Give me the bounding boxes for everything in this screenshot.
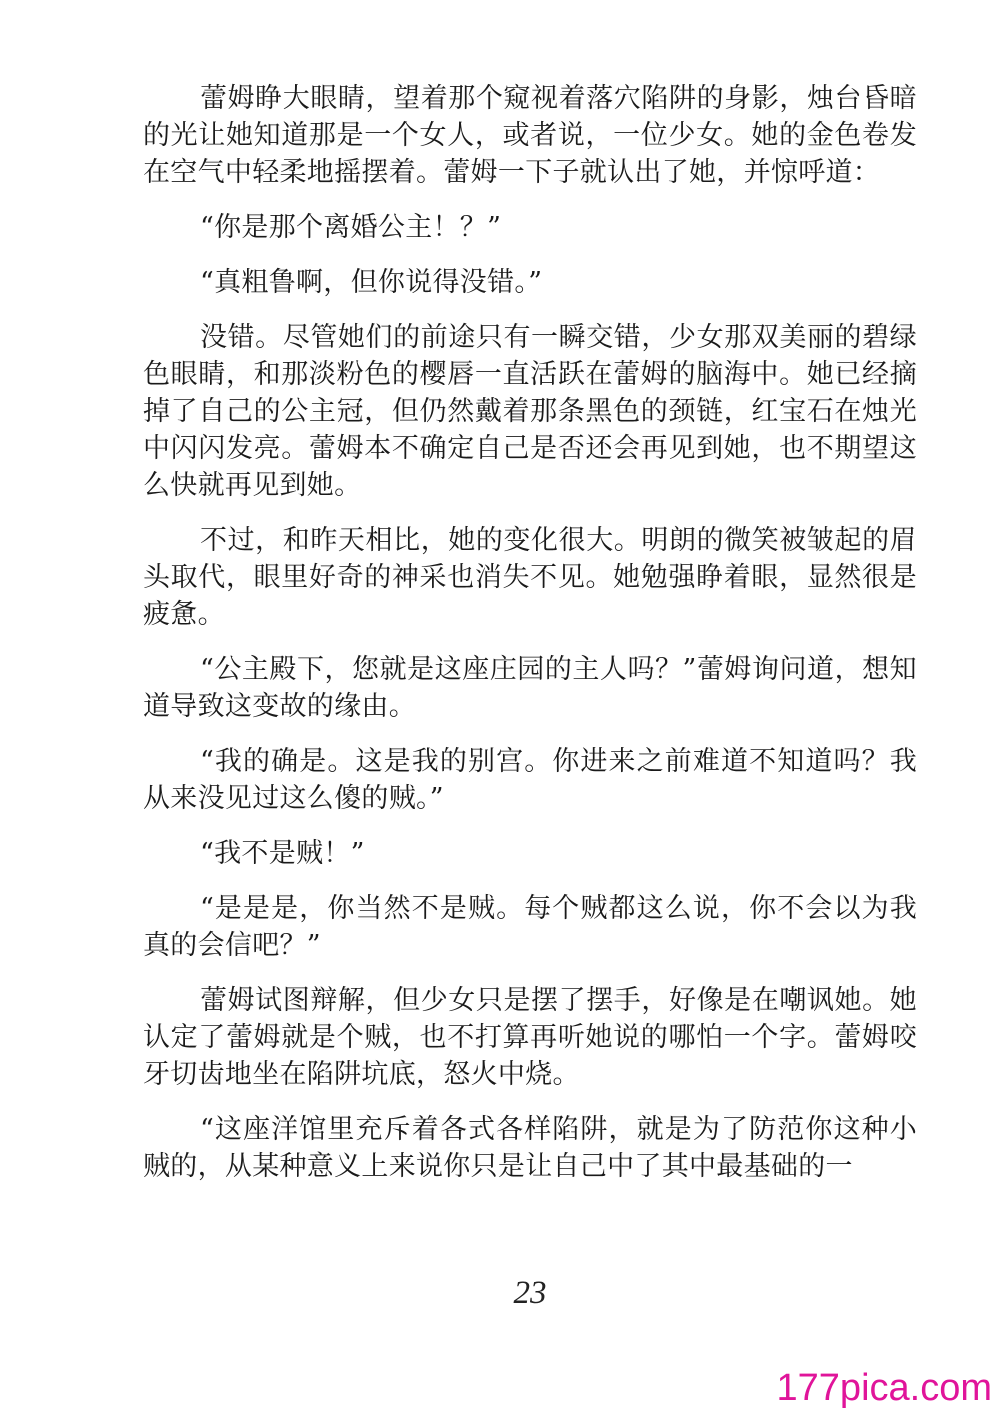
body-text	[143, 80, 917, 1203]
paragraph-3: “真粗鲁啊，但你说得没错。”	[200, 267, 543, 298]
paragraph-10: 蕾姆试图辩解，但少女只是摆了摆手，好像是在嘲讽她。她认定了蕾姆就是个贼，也不打算再听她说的哪怕一个字。蕾姆咬牙切齿地坐在陷阱坑底，怒火中烧。	[143, 985, 917, 1090]
paragraph-2: “你是那个离婚公主！？”	[200, 212, 502, 243]
paragraph-8: “我不是贼！”	[200, 838, 365, 869]
paragraph-1: 蕾姆睁大眼睛，望着那个窥视着落穴陷阱的身影，烛台昏暗的光让她知道那是一个女人，或者说，一位少女。她的金色卷发在空气中轻柔地摇摆着。蕾姆一下子就认出了她，并惊呼道：	[143, 83, 917, 188]
paragraph-11: “这座洋馆里充斥着各式各样陷阱，就是为了防范你这种小贼的，从某种意义上来说你只是让自己中了其中最基础的一	[143, 1114, 917, 1182]
paragraph-4: 没错。尽管她们的前途只有一瞬交错，少女那双美丽的碧绿色眼睛，和那淡粉色的樱唇一直活跃在蕾姆的脑海中。她已经摘掉了自己的公主冠，但仍然戴着那条黑色的颈链，红宝石在烛光中闪闪发亮。蕾姆本不确定自己是否还会再见到她，也不期望这么快就再见到她。	[143, 322, 917, 501]
paragraph-6: “公主殿下，您就是这座庄园的主人吗？”蕾姆询问道，想知道导致这变故的缘由。	[143, 654, 917, 722]
site-watermark: 177pica.com	[776, 1367, 992, 1409]
paragraph-9: “是是是，你当然不是贼。每个贼都这么说，你不会以为我真的会信吧？”	[143, 893, 917, 961]
page-number: 23	[513, 1275, 547, 1311]
paragraph-5: 不过，和昨天相比，她的变化很大。明朗的微笑被皱起的眉头取代，眼里好奇的神采也消失不见。她勉强睁着眼，显然很是疲惫。	[143, 525, 917, 630]
paragraph-7: “我的确是。这是我的别宫。你进来之前难道不知道吗？我从来没见过这么傻的贼。”	[143, 746, 917, 814]
